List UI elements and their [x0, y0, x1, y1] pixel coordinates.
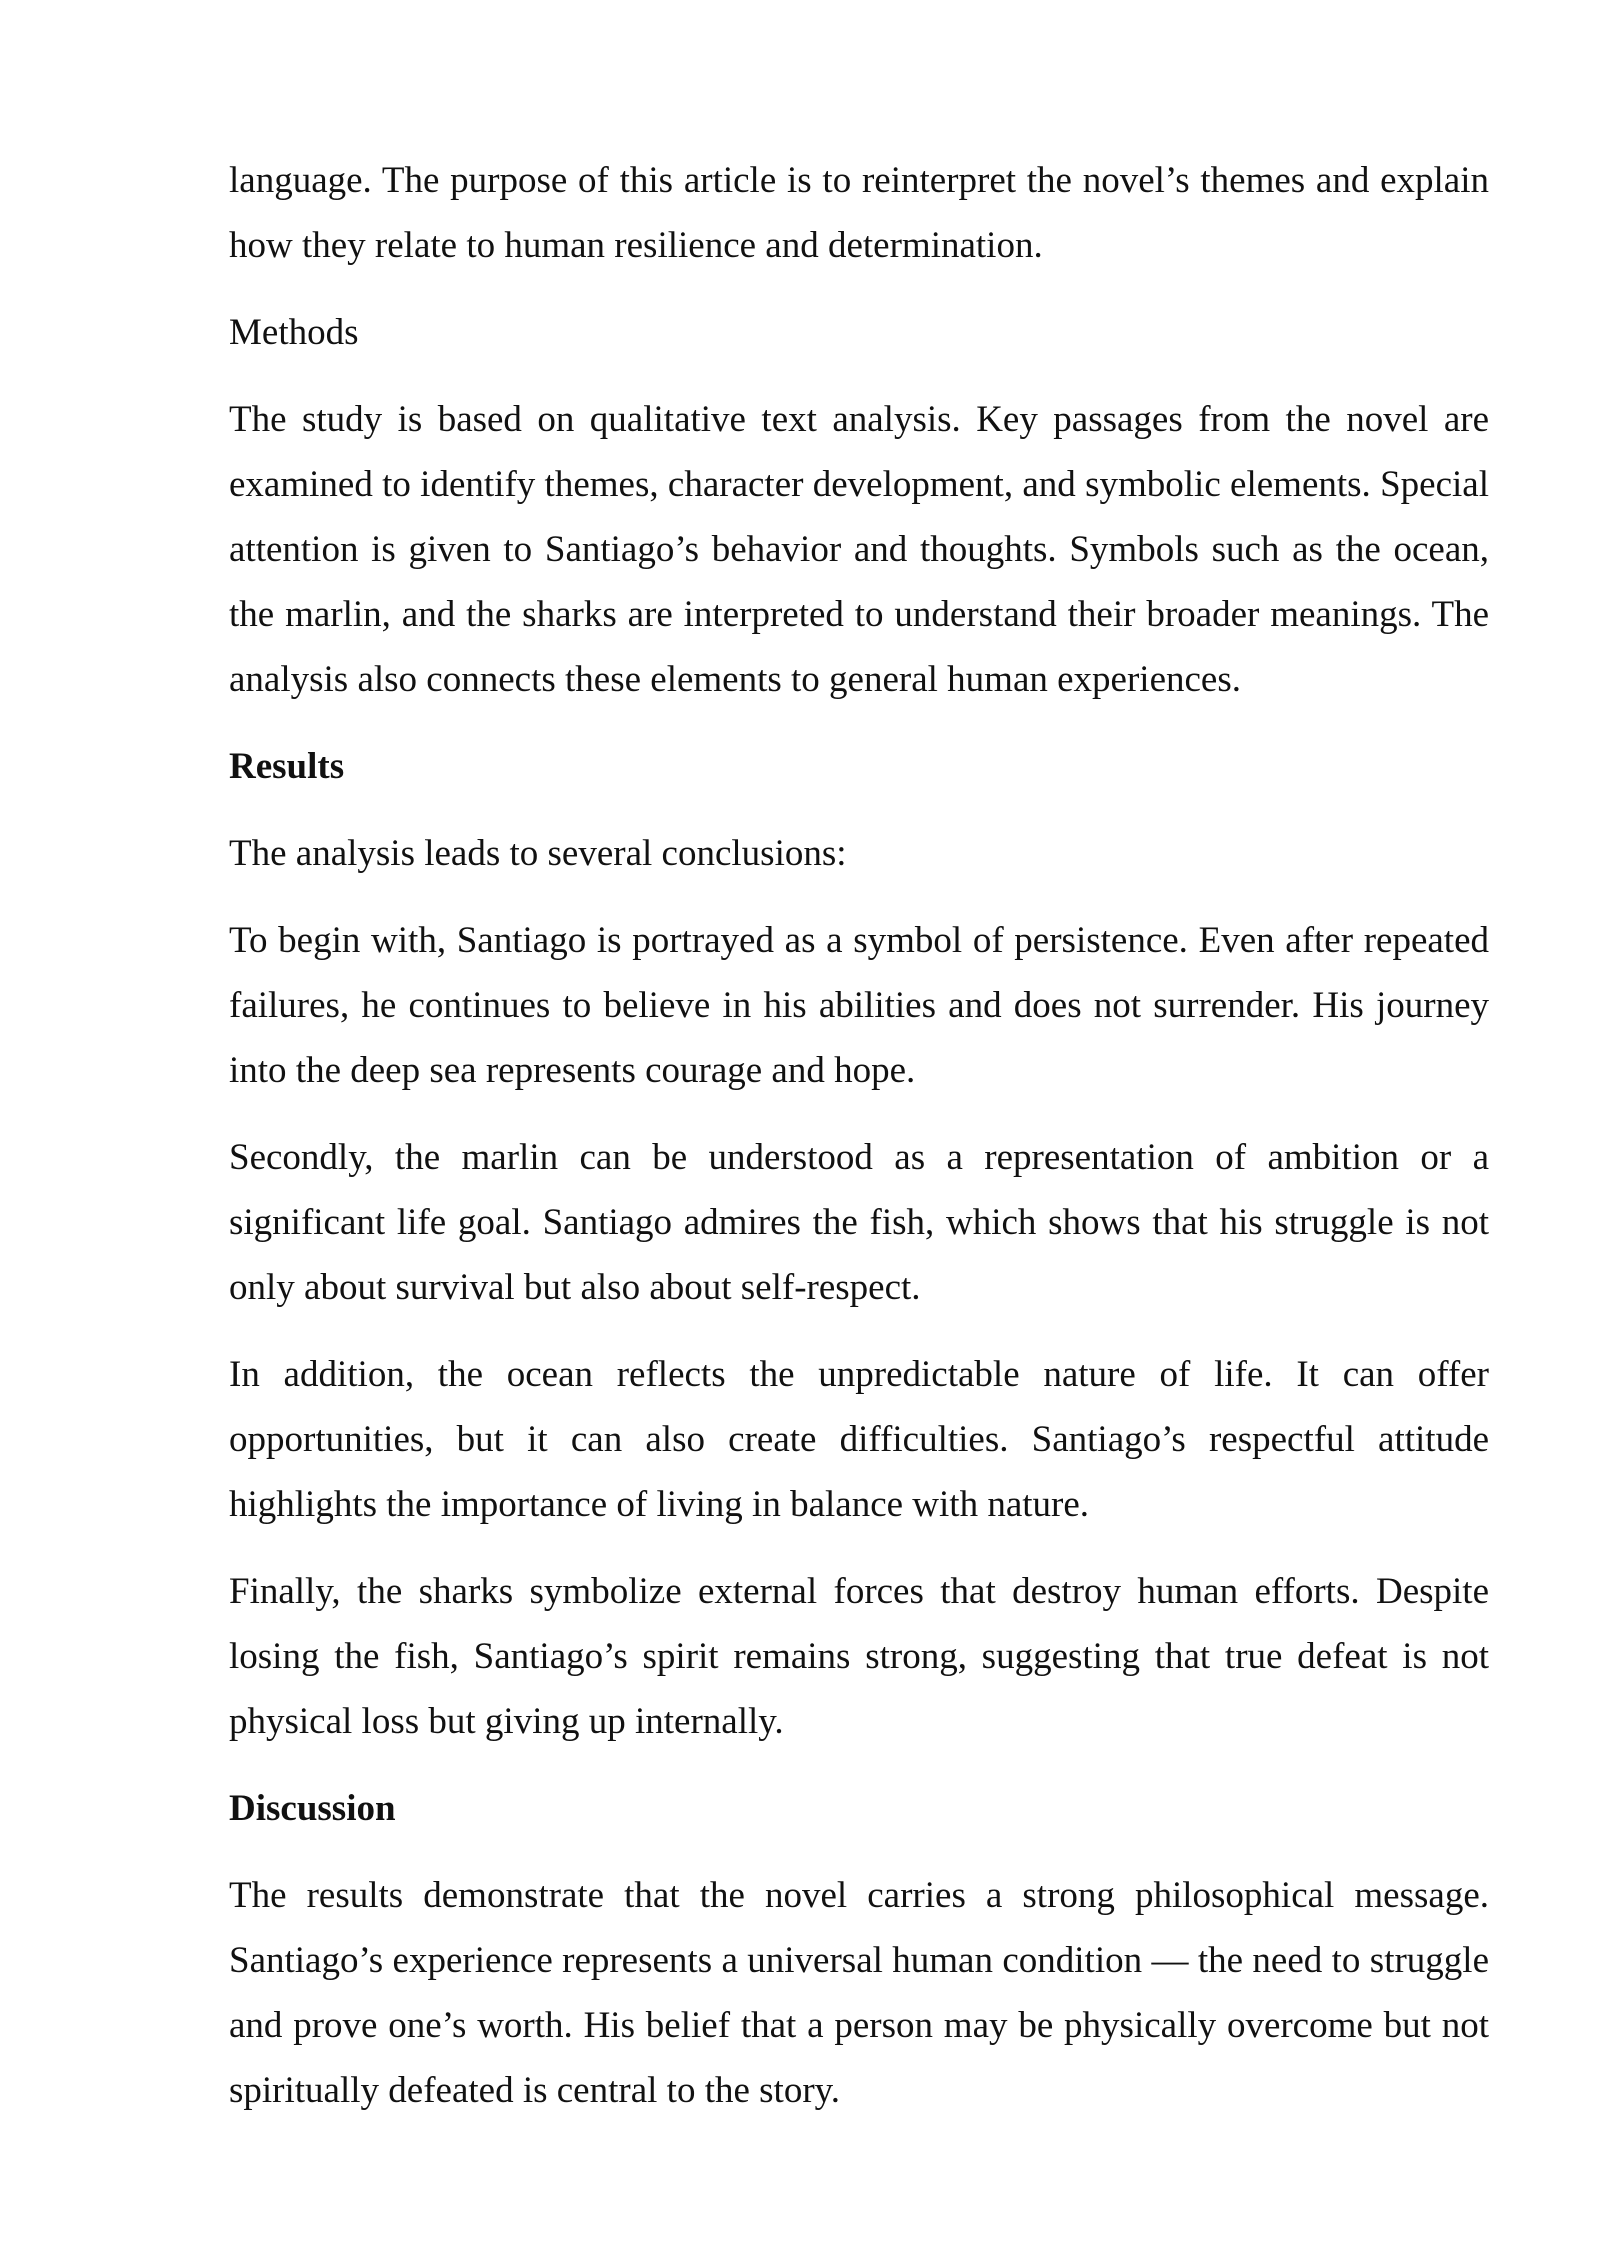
results-paragraph-persistence: To begin with, Santiago is portrayed as a symbol of persistence. Even after repeated failures, he continues to believe in his abilities and does not surrender. His journey into the deep sea represents courage and hope.	[229, 920, 1489, 1091]
results-heading: Results	[229, 746, 345, 787]
discussion-paragraph: The results demonstrate that the novel carries a strong philosophical message. Santiago’s experience represents a universal human condition — the need to struggle and prove one’s worth. His belief that a person may be physically overcome but not spiritually defeated is central to the story.	[229, 1875, 1489, 2111]
intro-paragraph: language. The purpose of this article is to reinterpret the novel’s themes and explain how they relate to human resilience and determination.	[229, 160, 1489, 266]
results-intro: The analysis leads to several conclusions:	[229, 833, 847, 874]
methods-heading: Methods	[229, 312, 359, 353]
results-paragraph-marlin: Secondly, the marlin can be understood as a representation of ambition or a significant life goal. Santiago admires the fish, which shows that his struggle is not only about survival but also about self-respect.	[229, 1137, 1489, 1308]
discussion-heading: Discussion	[229, 1788, 396, 1829]
results-paragraph-ocean: In addition, the ocean reflects the unpredictable nature of life. It can offer opportunities, but it can also create difficulties. Santiago’s respectful attitude highlights the importance of living in balance with nature.	[229, 1354, 1489, 1525]
results-paragraph-sharks: Finally, the sharks symbolize external forces that destroy human efforts. Despite losing the fish, Santiago’s spirit remains strong, suggesting that true defeat is not physical loss but giving up internally.	[229, 1571, 1489, 1742]
document-page	[229, 148, 1489, 2145]
methods-paragraph: The study is based on qualitative text analysis. Key passages from the novel are examined to identify themes, character development, and symbolic elements. Special attention is given to Santiago’s behavior and thoughts. Symbols such as the ocean, the marlin, and the sharks are interpreted to understand their broader meanings. The analysis also connects these elements to general human experiences.	[229, 399, 1489, 700]
